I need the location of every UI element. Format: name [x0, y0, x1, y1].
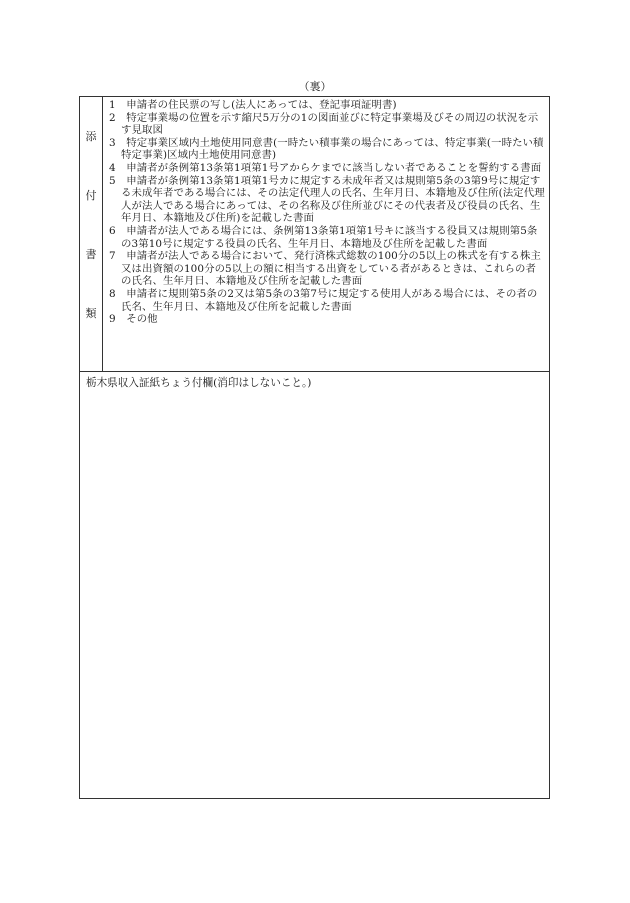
page-side-header: （裏） [298, 80, 332, 93]
side-label-char: 類 [85, 307, 97, 320]
attachment-item: 4 申請者が条例第13条第1項第1号アからケまでに該当しない者であることを誓約する書面 [109, 161, 542, 174]
attachment-item: 5 申請者が条例第13条第1項第1号カに規定する未成年者又は規則第5条の3第9号に規定する未成年者である場合には、その法定代理人の氏名、生年月日、本籍地及び住所(法定代理人が法人である場合にあっては、その名称及び住所並びにその代表者及び役員の氏名、生年月日、本籍地及び住所)を記載した書面 [109, 174, 545, 225]
attachment-item: 8 申請者に規則第5条の2又は第5条の3第7号に規定する使用人がある場合には、その者の氏名、生年月日、本籍地及び住所を記載した書面 [109, 287, 538, 313]
application-form-back [79, 96, 550, 799]
attachment-item: 1 申請者の住民票の写し(法人にあっては、登記事項証明書) [109, 99, 397, 111]
attachments-section [80, 97, 549, 372]
attachment-item: 7 申請者が法人である場合において、発行済株式総数の100分の5以上の株式を有する株主又は出資額の100分の5以上の額に相当する出資をしている者があるときは、これらの者の氏名、生年月日、本籍地及び住所を記載した書面 [109, 250, 541, 288]
attachments-side-label [80, 97, 103, 371]
attachment-item: 6 申請者が法人である場合には、条例第13条第1項第1号キに該当する役員又は規則第5条の3第10号に規定する役員の氏名、生年月日、本籍地及び住所を記載した書面 [109, 224, 538, 250]
side-label-char: 書 [85, 248, 97, 261]
attachment-item: 9 その他 [109, 313, 158, 326]
attachment-item: 3 特定事業区域内土地使用同意書(一時たい積事業の場合にあっては、特定事業(一時たい積特定事業)区域内土地使用同意書) [109, 136, 544, 162]
attachment-document-list [109, 99, 546, 326]
side-label-char: 付 [85, 189, 97, 202]
revenue-stamp-area[interactable] [80, 372, 549, 798]
revenue-stamp-label: 栃木県収入証紙ちょう付欄(消印はしないこと。) [86, 377, 312, 389]
side-label-char: 添 [85, 130, 97, 143]
attachment-item: 2 特定事業場の位置を示す縮尺5万分の1の図面並びに特定事業場及びその周辺の状況を示す見取図 [109, 111, 539, 137]
